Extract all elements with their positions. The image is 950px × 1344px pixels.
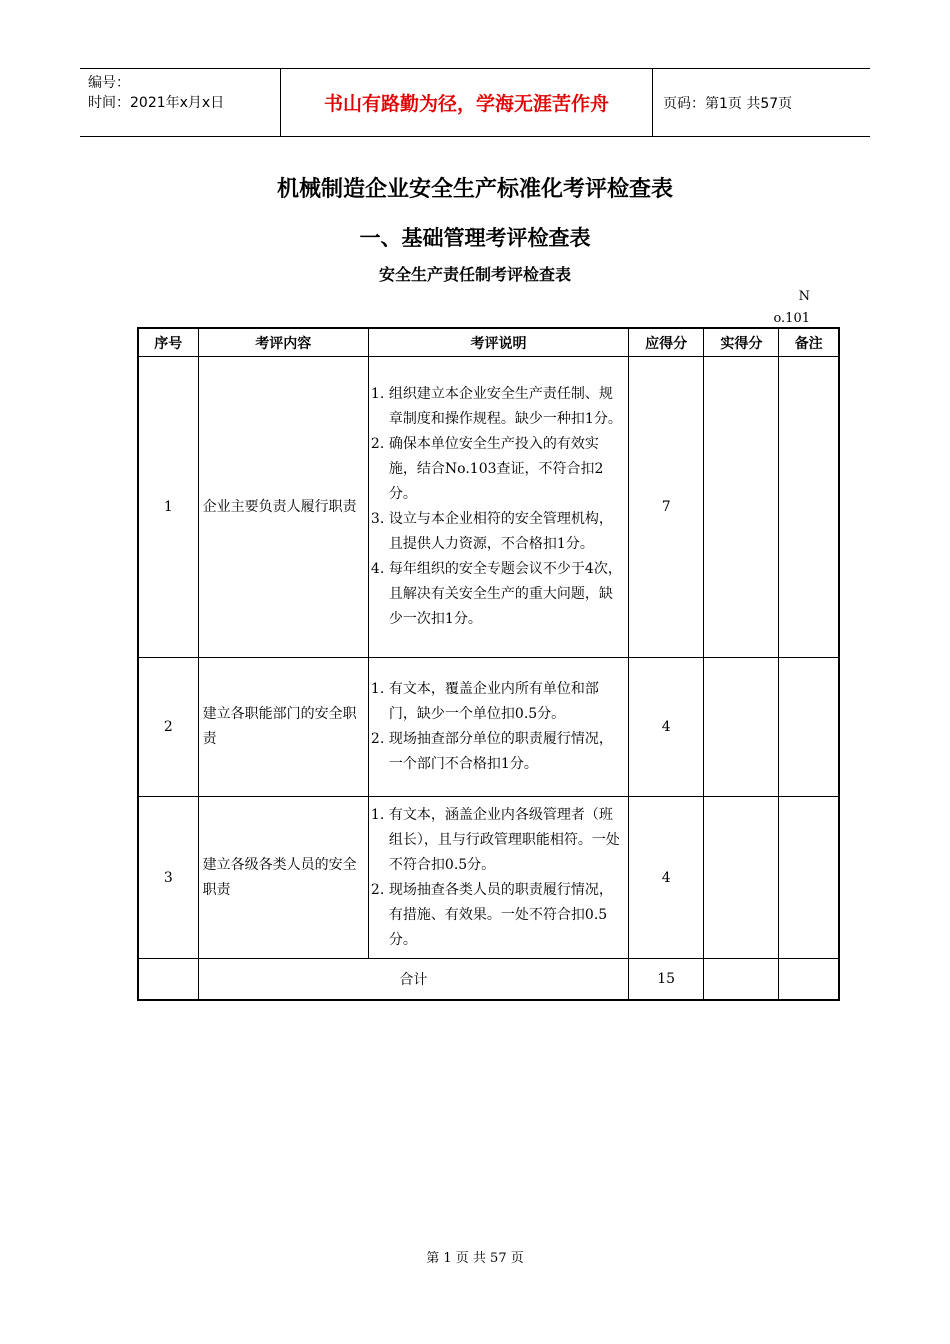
row-desc <box>368 357 628 658</box>
desc-point-num: 1. <box>370 386 385 402</box>
number-label: 编号： <box>88 75 130 91</box>
section-title: 一、基础管理考评检查表 <box>359 226 591 250</box>
document-number-line1: N <box>798 289 810 304</box>
evaluation-table <box>137 327 840 1001</box>
desc-point <box>371 677 624 727</box>
row-remark <box>779 357 839 658</box>
row-no: 3 <box>138 797 198 959</box>
header-page-info: 页码：第1页 共57页 <box>663 95 793 112</box>
header-item: 考评内容 <box>198 328 368 357</box>
row-actual <box>704 658 779 797</box>
total-actual <box>704 959 779 1000</box>
desc-point-text: 每年组织的安全专题会议不少于4次，且解决有关安全生产的重大问题，缺少一次扣1分。 <box>388 561 622 627</box>
desc-point-text: 现场抽查部分单位的职责履行情况，一个部门不合格扣1分。 <box>388 731 613 772</box>
total-no <box>138 959 198 1000</box>
table-row <box>138 658 839 797</box>
row-item: 企业主要负责人履行职责 <box>198 357 368 658</box>
row-desc <box>368 797 628 959</box>
desc-point <box>371 557 624 632</box>
table-row <box>138 797 839 959</box>
row-no: 1 <box>138 357 198 658</box>
document-number-line2: o.101 <box>773 311 810 326</box>
table-row <box>138 357 839 658</box>
desc-point <box>371 382 624 432</box>
desc-point-num: 1. <box>370 681 385 697</box>
desc-point-text: 组织建立本企业安全生产责任制、规章制度和操作规程。缺少一种扣1分。 <box>388 386 622 427</box>
document-number <box>760 286 810 330</box>
header-remark: 备注 <box>779 328 839 357</box>
total-label: 合计 <box>198 959 629 1000</box>
desc-point <box>371 432 624 507</box>
desc-point <box>371 507 624 557</box>
row-actual <box>704 797 779 959</box>
main-title: 机械制造企业安全生产标准化考评检查表 <box>276 177 673 202</box>
page-header <box>80 68 870 137</box>
desc-point-num: 2. <box>370 731 385 747</box>
header-no: 序号 <box>138 328 198 357</box>
desc-point <box>371 878 624 953</box>
desc-point <box>371 803 624 878</box>
header-score: 应得分 <box>629 328 704 357</box>
row-desc <box>368 658 628 797</box>
time-label: 时间：2021年x月x日 <box>88 95 225 111</box>
row-item: 建立各职能部门的安全职责 <box>198 658 368 797</box>
row-remark <box>779 797 839 959</box>
desc-point-num: 3. <box>370 511 385 527</box>
page-footer: 第 1 页 共 57 页 <box>426 1251 524 1266</box>
total-remark <box>779 959 839 1000</box>
row-remark <box>779 658 839 797</box>
desc-point-text: 有文本，覆盖企业内所有单位和部门，缺少一个单位扣0.5分。 <box>388 681 599 722</box>
row-actual <box>704 357 779 658</box>
desc-point-text: 设立与本企业相符的安全管理机构，且提供人力资源，不合格扣1分。 <box>388 511 613 552</box>
row-score: 4 <box>629 797 704 959</box>
header-actual: 实得分 <box>704 328 779 357</box>
desc-point-num: 1. <box>370 806 385 823</box>
desc-point-num: 2. <box>370 436 385 452</box>
desc-point-text: 有文本，涵盖企业内各级管理者（班组长），且与行政管理职能相符。一处不符合扣0.5分。 <box>388 806 620 873</box>
desc-point <box>371 727 624 777</box>
desc-point-text: 现场抽查各类人员的职责履行情况，有措施、有效果。一处不符合扣0.5分。 <box>388 881 613 948</box>
row-item: 建立各级各类人员的安全职责 <box>198 797 368 959</box>
row-score: 4 <box>629 658 704 797</box>
total-score: 15 <box>629 959 704 1000</box>
table-header-row <box>138 328 839 357</box>
total-row <box>138 959 839 1000</box>
header-motto: 书山有路勤为径，学海无涯苦作舟 <box>281 69 653 136</box>
row-score: 7 <box>629 357 704 658</box>
sub-title: 安全生产责任制考评检查表 <box>378 265 571 284</box>
row-no: 2 <box>138 658 198 797</box>
desc-point-num: 4. <box>370 561 385 577</box>
header-desc: 考评说明 <box>368 328 628 357</box>
desc-point-text: 确保本单位安全生产投入的有效实施，结合No.103查证，不符合扣2分。 <box>388 436 604 502</box>
desc-point-num: 2. <box>370 881 385 898</box>
header-meta <box>80 69 281 136</box>
